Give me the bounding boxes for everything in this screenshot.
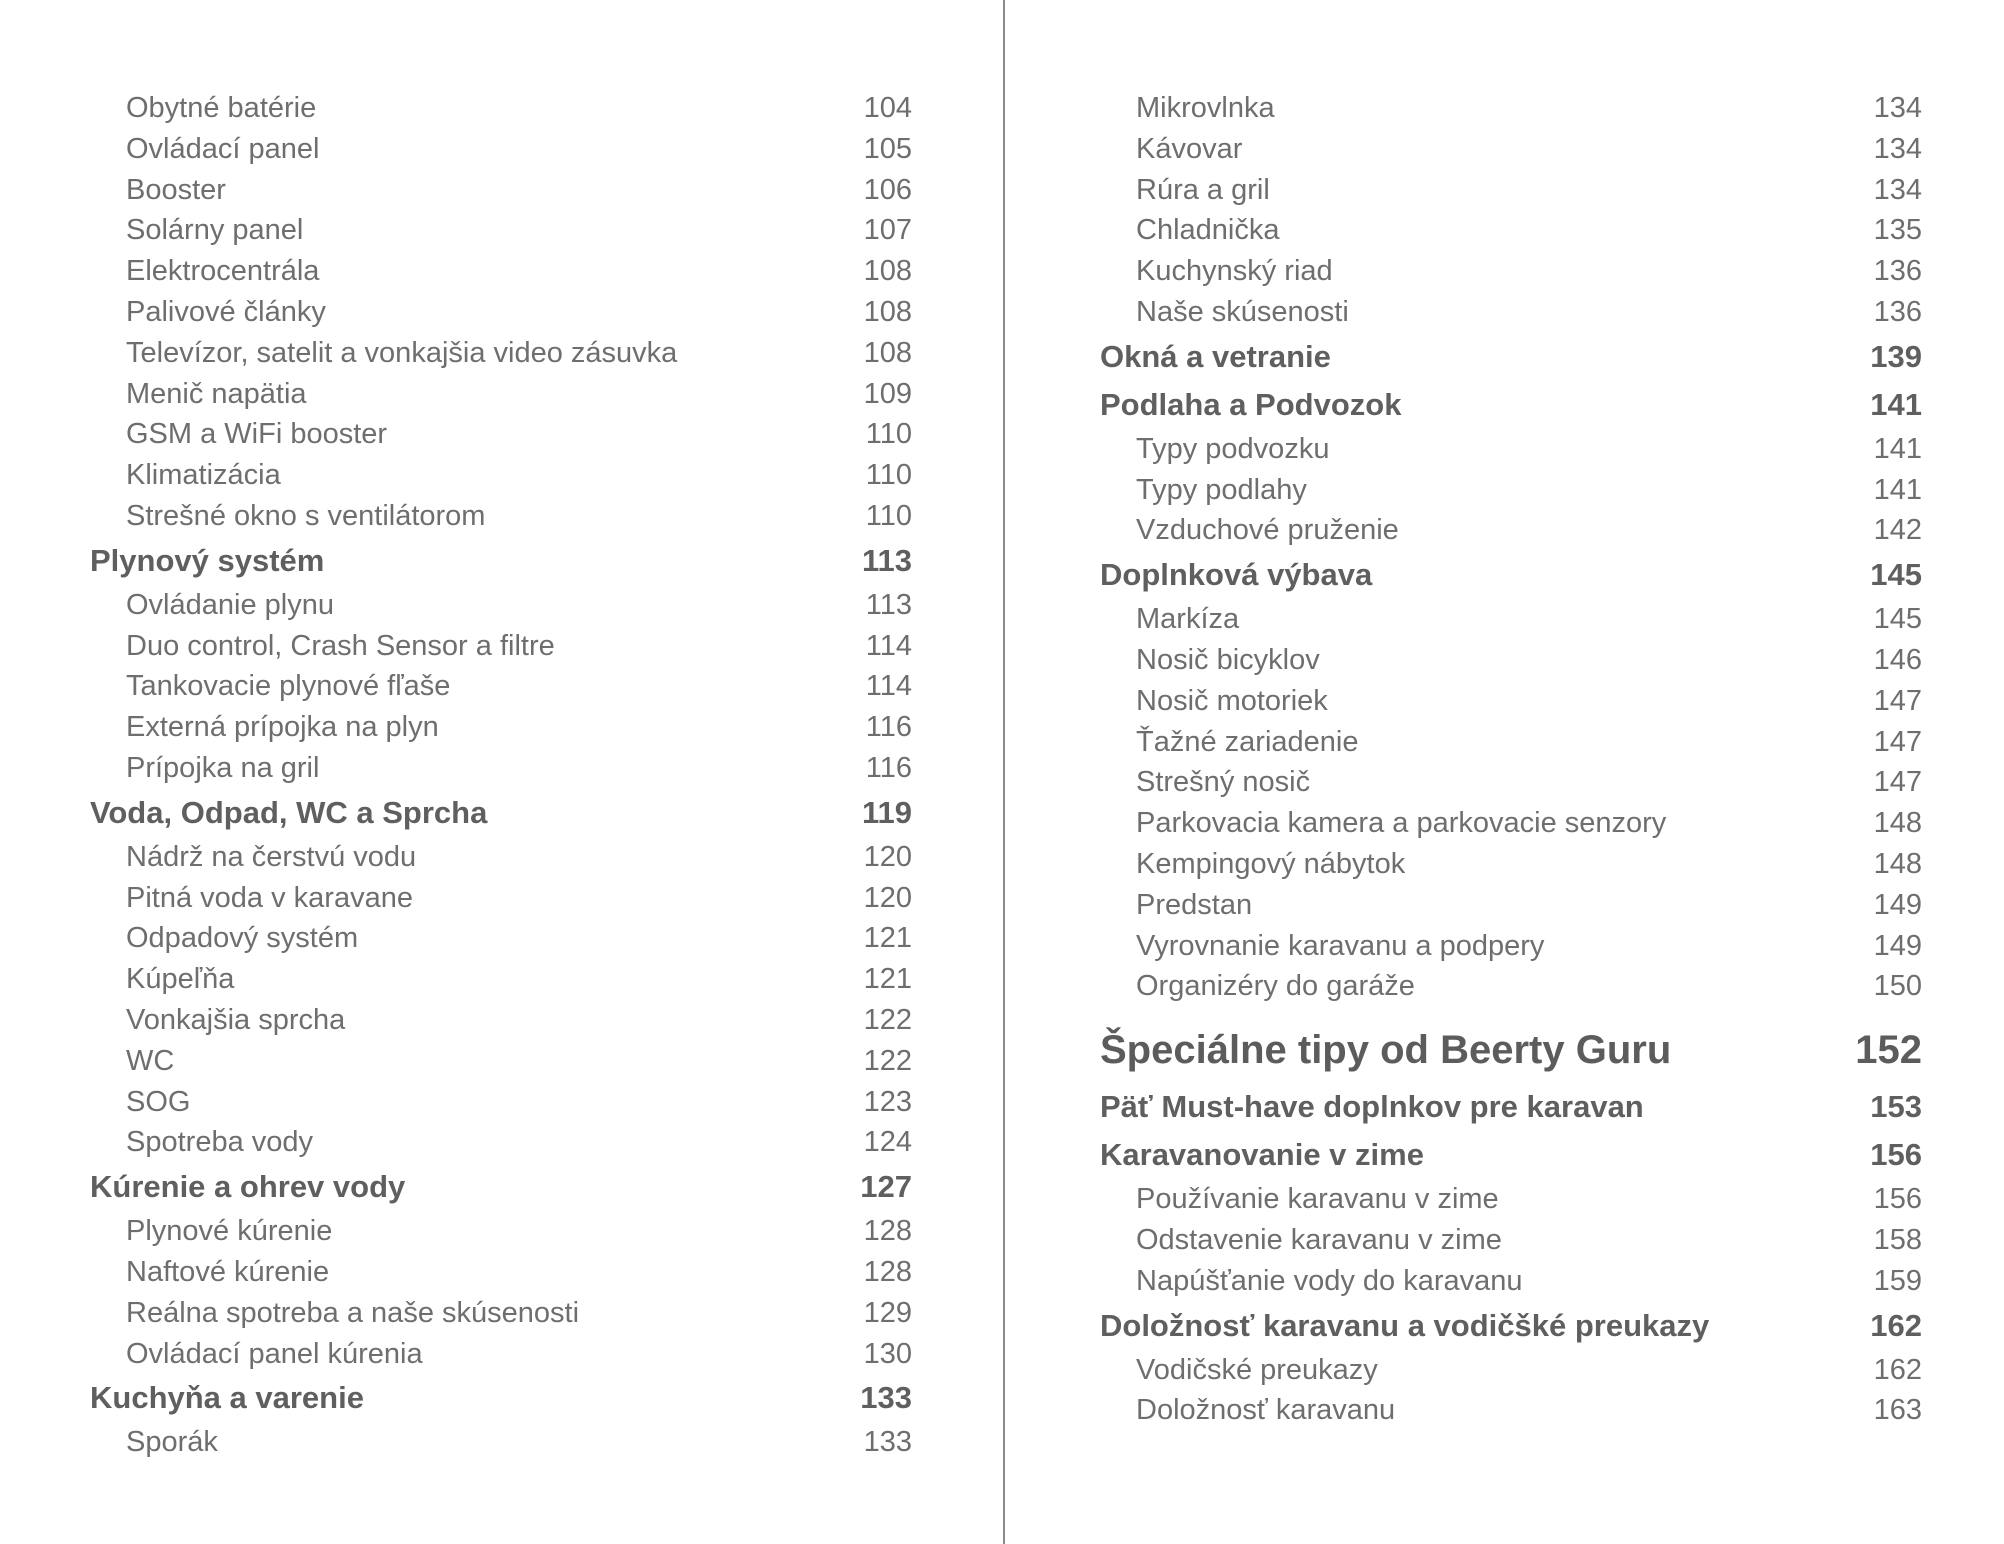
toc-entry-title: Ťažné zariadenie: [1136, 725, 1359, 758]
toc-entry-title: Vodičské preukazy: [1136, 1353, 1378, 1386]
toc-entry-page-number: 114: [865, 629, 912, 662]
toc-entry-title: Typy podlahy: [1136, 473, 1307, 506]
toc-subentry: [90, 414, 912, 455]
toc-subentry: [1100, 1220, 1922, 1261]
toc-entry-title: Markíza: [1136, 603, 1240, 636]
toc-part: [1100, 1017, 1922, 1083]
toc-subentry: [90, 1422, 912, 1463]
toc-entry-page-number: 159: [1873, 1264, 1922, 1297]
toc-subentry: [90, 292, 912, 333]
toc-subentry: [90, 455, 912, 496]
toc-entry-page-number: 133: [863, 1426, 912, 1459]
toc-entry-title: Solárny panel: [126, 214, 304, 247]
toc-entry-title: Vonkajšia sprcha: [126, 1003, 346, 1036]
toc-entry-title: Okná a vetranie: [1100, 338, 1331, 374]
toc-subentry: [90, 837, 912, 878]
toc-entry-page-number: 134: [1873, 92, 1922, 124]
toc-entry-title: Palivové články: [126, 295, 326, 328]
toc-entry-page-number: 134: [1873, 132, 1922, 165]
toc-entry-title: Používanie karavanu v zime: [1136, 1183, 1499, 1216]
toc-subentry: [90, 129, 912, 170]
toc-entry-page-number: 122: [863, 1003, 912, 1036]
toc-entry-title: Voda, Odpad, WC a Sprcha: [90, 794, 488, 830]
toc-entry-title: Strešný nosič: [1136, 766, 1311, 799]
toc-entry-page-number: 120: [863, 840, 912, 873]
toc-entry-page-number: 128: [863, 1255, 912, 1288]
toc-entry-page-number: 127: [860, 1169, 912, 1205]
toc-list-right: [1100, 88, 1922, 1431]
toc-subentry: [1100, 292, 1922, 333]
toc-entry-page-number: 158: [1873, 1223, 1922, 1256]
toc-entry-page-number: 141: [1873, 432, 1922, 465]
toc-entry-page-number: 121: [863, 963, 912, 996]
toc-subentry: [1100, 1350, 1922, 1391]
toc-entry-title: Doložnosť karavanu a vodičšké preukazy: [1100, 1307, 1710, 1343]
toc-subentry: [90, 374, 912, 415]
toc-entry-title: Prípojka na gril: [126, 751, 320, 784]
toc-entry-page-number: 110: [865, 418, 912, 451]
toc-entry-page-number: 124: [863, 1126, 912, 1159]
toc-subentry: [1100, 803, 1922, 844]
toc-entry-title: Odpadový systém: [126, 922, 359, 955]
toc-entry-page-number: 156: [1873, 1183, 1922, 1216]
toc-entry-page-number: 156: [1870, 1137, 1922, 1173]
toc-entry-page-number: 134: [1873, 173, 1922, 206]
toc-entry-page-number: 108: [863, 336, 912, 369]
toc-entry-page-number: 145: [1873, 603, 1922, 636]
toc-entry-title: WC: [126, 1044, 175, 1077]
toc-entry-title: Kávovar: [1136, 132, 1243, 165]
toc-entry-page-number: 106: [863, 173, 912, 206]
toc-subentry: [90, 1211, 912, 1252]
toc-entry-page-number: 162: [1870, 1307, 1922, 1343]
toc-entry-page-number: 152: [1855, 1028, 1922, 1073]
toc-subentry: [90, 251, 912, 292]
toc-chapter: [90, 1374, 912, 1422]
toc-subentry: [90, 170, 912, 211]
toc-chapter: [1100, 1083, 1922, 1131]
toc-subentry: [90, 666, 912, 707]
toc-subentry: [1100, 1179, 1922, 1220]
toc-entry-page-number: 113: [861, 542, 912, 578]
toc-entry-title: Externá prípojka na plyn: [126, 711, 439, 744]
toc-entry-page-number: 149: [1873, 929, 1922, 962]
toc-entry-page-number: 116: [865, 711, 912, 744]
toc-subentry: [90, 1122, 912, 1163]
toc-entry-title: Predstan: [1136, 888, 1253, 921]
toc-chapter: [90, 789, 912, 837]
toc-chapter: [90, 1163, 912, 1211]
toc-entry-title: Odstavenie karavanu v zime: [1136, 1223, 1502, 1256]
toc-chapter: [1100, 381, 1922, 429]
toc-entry-page-number: 109: [863, 377, 912, 410]
toc-subentry: [90, 88, 912, 129]
toc-subentry: [1100, 170, 1922, 211]
toc-entry-title: Doplnková výbava: [1100, 557, 1373, 593]
toc-subentry: [90, 1082, 912, 1123]
toc-subentry: [1100, 510, 1922, 551]
toc-entry-title: Doložnosť karavanu: [1136, 1394, 1396, 1427]
toc-entry-page-number: 105: [863, 132, 912, 165]
toc-entry-title: Vyrovnanie karavanu a podpery: [1136, 929, 1545, 962]
toc-entry-title: Elektrocentrála: [126, 255, 320, 288]
toc-entry-title: Ovládací panel: [126, 132, 320, 165]
toc-entry-title: Sporák: [126, 1426, 218, 1459]
toc-subentry: [1100, 926, 1922, 967]
toc-subentry: [1100, 885, 1922, 926]
toc-entry-title: Typy podvozku: [1136, 432, 1330, 465]
toc-subentry: [90, 1041, 912, 1082]
toc-entry-page-number: 128: [863, 1215, 912, 1248]
toc-entry-page-number: 119: [861, 794, 912, 830]
toc-entry-title: Nosič bicyklov: [1136, 643, 1320, 676]
toc-subentry: [1100, 844, 1922, 885]
toc-entry-page-number: 129: [863, 1296, 912, 1329]
toc-entry-page-number: 150: [1873, 970, 1922, 1003]
toc-entry-title: Klimatizácia: [126, 459, 281, 492]
toc-subentry: [90, 1293, 912, 1334]
toc-subentry: [90, 959, 912, 1000]
toc-subentry: [90, 918, 912, 959]
toc-entry-title: Kuchynský riad: [1136, 255, 1333, 288]
toc-subentry: [1100, 640, 1922, 681]
toc-entry-page-number: 136: [1873, 255, 1922, 288]
toc-entry-page-number: 149: [1873, 888, 1922, 921]
toc-entry-page-number: 147: [1873, 684, 1922, 717]
toc-entry-page-number: 104: [863, 92, 912, 124]
toc-entry-page-number: 135: [1873, 214, 1922, 247]
toc-entry-title: Obytné batérie: [126, 92, 317, 124]
toc-subentry: [1100, 966, 1922, 1007]
toc-entry-title: Menič napätia: [126, 377, 307, 410]
toc-entry-title: Nosič motoriek: [1136, 684, 1328, 717]
toc-subentry: [90, 333, 912, 374]
toc-entry-title: Duo control, Crash Sensor a filtre: [126, 629, 555, 662]
toc-entry-page-number: 141: [1870, 386, 1922, 422]
toc-entry-title: Chladnička: [1136, 214, 1280, 247]
toc-entry-title: GSM a WiFi booster: [126, 418, 388, 451]
toc-chapter: [90, 537, 912, 585]
toc-subentry: [1100, 1261, 1922, 1302]
toc-entry-title: Ovládanie plynu: [126, 588, 334, 621]
toc-entry-title: Booster: [126, 173, 226, 206]
toc-entry-page-number: 142: [1873, 514, 1922, 547]
toc-subentry: [1100, 129, 1922, 170]
toc-subentry: [1100, 251, 1922, 292]
toc-entry-page-number: 146: [1873, 643, 1922, 676]
toc-entry-page-number: 113: [865, 588, 912, 621]
toc-entry-title: Päť Must-have doplnkov pre karavan: [1100, 1089, 1644, 1125]
toc-entry-page-number: 120: [863, 881, 912, 914]
toc-entry-title: Vzduchové pruženie: [1136, 514, 1399, 547]
toc-subentry: [90, 626, 912, 667]
toc-entry-title: Rúra a gril: [1136, 173, 1270, 206]
toc-subentry: [1100, 210, 1922, 251]
toc-entry-title: Spotreba vody: [126, 1126, 314, 1159]
toc-entry-title: Naftové kúrenie: [126, 1255, 330, 1288]
toc-entry-title: Strešné okno s ventilátorom: [126, 499, 486, 532]
toc-entry-title: Mikrovlnka: [1136, 92, 1275, 124]
toc-entry-page-number: 162: [1873, 1353, 1922, 1386]
toc-subentry: [1100, 1390, 1922, 1431]
toc-entry-page-number: 110: [865, 499, 912, 532]
toc-chapter: [1100, 333, 1922, 381]
toc-entry-page-number: 141: [1873, 473, 1922, 506]
toc-entry-title: Naše skúsenosti: [1136, 295, 1349, 328]
toc-entry-page-number: 145: [1870, 557, 1922, 593]
toc-list-left: [90, 88, 912, 1463]
toc-chapter: [1100, 1302, 1922, 1350]
toc-entry-page-number: 136: [1873, 295, 1922, 328]
toc-subentry: [90, 496, 912, 537]
toc-entry-title: Pitná voda v karavane: [126, 881, 413, 914]
toc-entry-page-number: 122: [863, 1044, 912, 1077]
toc-entry-page-number: 130: [863, 1337, 912, 1370]
toc-subentry: [90, 707, 912, 748]
right-page: [1004, 0, 2004, 1544]
toc-subentry: [90, 1000, 912, 1041]
toc-entry-page-number: 108: [863, 295, 912, 328]
toc-entry-title: Reálna spotreba a naše skúsenosti: [126, 1296, 580, 1329]
toc-subentry: [1100, 722, 1922, 763]
toc-entry-title: Podlaha a Podvozok: [1100, 386, 1402, 422]
toc-entry-title: Špeciálne tipy od Beerty Guru: [1100, 1028, 1672, 1073]
toc-entry-title: Kuchyňa a varenie: [90, 1380, 364, 1416]
toc-entry-title: Kúrenie a ohrev vody: [90, 1169, 406, 1205]
toc-entry-page-number: 148: [1873, 847, 1922, 880]
toc-entry-title: Plynový systém: [90, 542, 325, 578]
toc-subentry: [90, 210, 912, 251]
toc-subentry: [1100, 599, 1922, 640]
toc-entry-title: SOG: [126, 1085, 191, 1118]
toc-entry-page-number: 163: [1873, 1394, 1922, 1427]
toc-entry-title: Plynové kúrenie: [126, 1215, 333, 1248]
toc-entry-page-number: 139: [1870, 338, 1922, 374]
toc-entry-title: Karavanovanie v zime: [1100, 1137, 1424, 1173]
toc-subentry: [90, 1334, 912, 1375]
toc-entry-page-number: 147: [1873, 766, 1922, 799]
toc-entry-title: Kempingový nábytok: [1136, 847, 1406, 880]
toc-subentry: [90, 585, 912, 626]
toc-entry-page-number: 147: [1873, 725, 1922, 758]
toc-entry-title: Parkovacia kamera a parkovacie senzory: [1136, 807, 1667, 840]
toc-entry-title: Televízor, satelit a vonkajšia video zásuvka: [126, 336, 678, 369]
toc-entry-page-number: 107: [863, 214, 912, 247]
toc-entry-page-number: 114: [865, 670, 912, 703]
toc-subentry: [1100, 429, 1922, 470]
toc-subentry: [90, 748, 912, 789]
toc-entry-page-number: 123: [863, 1085, 912, 1118]
toc-entry-page-number: 148: [1873, 807, 1922, 840]
toc-chapter: [1100, 1131, 1922, 1179]
toc-entry-page-number: 116: [865, 751, 912, 784]
toc-entry-title: Nádrž na čerstvú vodu: [126, 840, 417, 873]
toc-subentry: [1100, 470, 1922, 511]
toc-entry-title: Ovládací panel kúrenia: [126, 1337, 423, 1370]
toc-entry-title: Kúpeľňa: [126, 963, 235, 996]
toc-entry-page-number: 108: [863, 255, 912, 288]
toc-chapter: [1100, 551, 1922, 599]
toc-subentry: [1100, 681, 1922, 722]
toc-subentry: [90, 878, 912, 919]
toc-subentry: [90, 1252, 912, 1293]
toc-entry-page-number: 133: [860, 1380, 912, 1416]
toc-subentry: [1100, 88, 1922, 129]
toc-entry-page-number: 110: [865, 459, 912, 492]
toc-subentry: [1100, 762, 1922, 803]
toc-entry-page-number: 121: [863, 922, 912, 955]
toc-entry-title: Napúšťanie vody do karavanu: [1136, 1264, 1523, 1297]
toc-entry-title: Organizéry do garáže: [1136, 970, 1415, 1003]
toc-entry-title: Tankovacie plynové fľaše: [126, 670, 451, 703]
toc-entry-page-number: 153: [1870, 1089, 1922, 1125]
